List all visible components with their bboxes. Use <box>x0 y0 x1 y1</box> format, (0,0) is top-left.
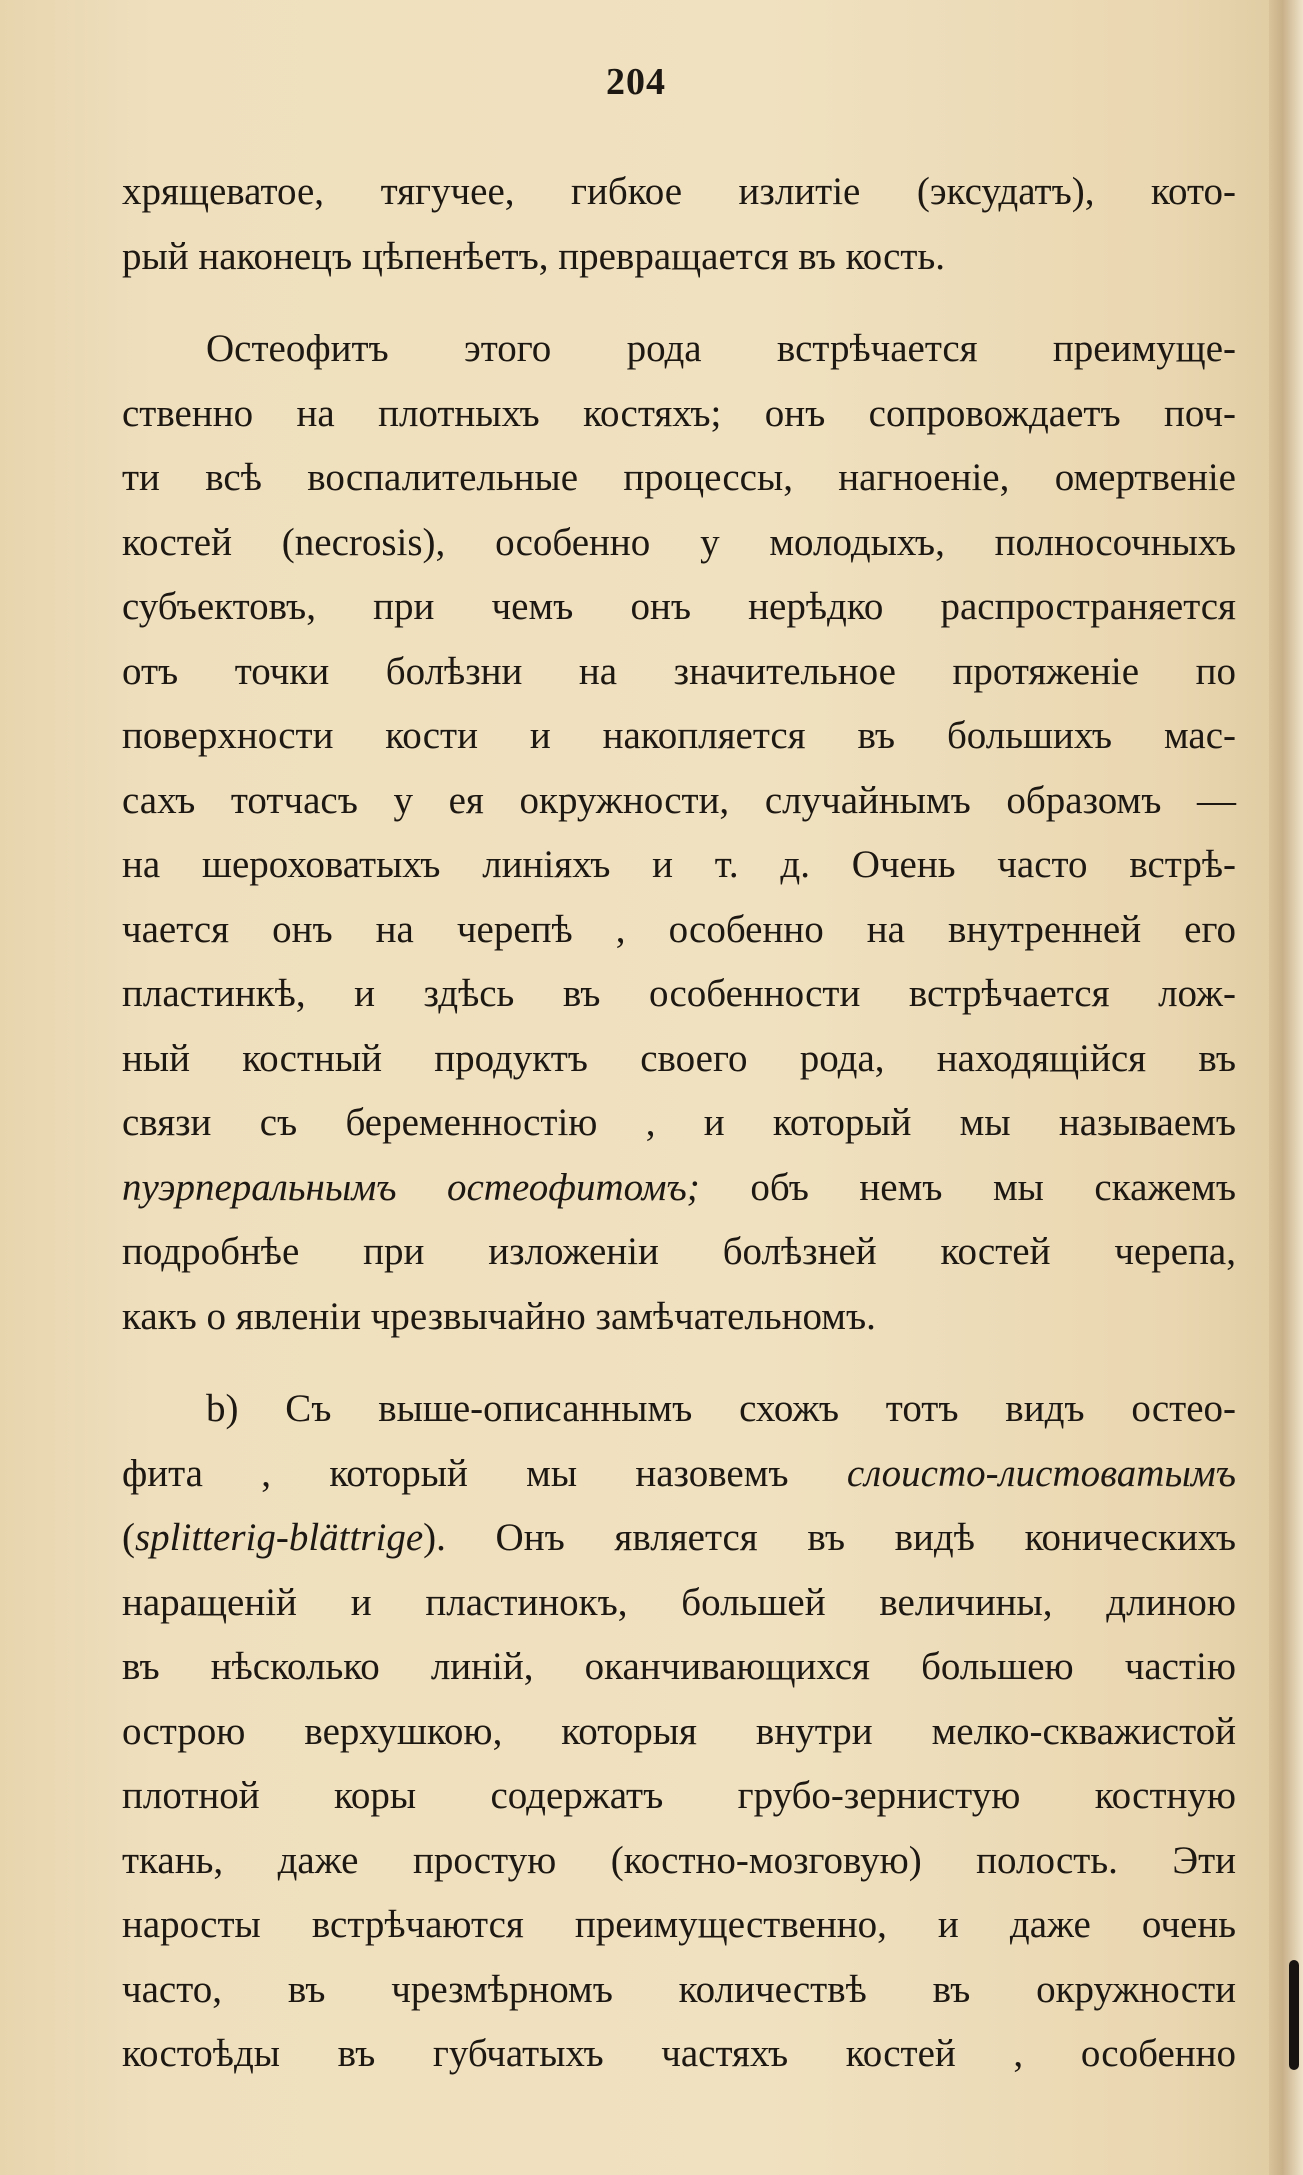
text-line: наросты встрѣчаются преимущественно, и даже очень <box>122 1903 1236 1946</box>
text-run: фита , который мы назовемъ <box>122 1451 847 1495</box>
text-line: плотной коры содержатъ грубо-зернистую костную <box>122 1774 1236 1817</box>
text-line: подробнѣе при изложеніи болѣзней костей черепа, <box>122 1230 1236 1273</box>
text-line: въ нѣсколько линій, оканчивающихся большею частію <box>122 1645 1236 1688</box>
italic-term: пуэрперальнымъ остеофитомъ; <box>122 1165 700 1209</box>
text-line: часто, въ чрезмѣрномъ количествѣ въ окружности <box>122 1967 1236 2011</box>
text-line: костоѣды въ губчатыхъ частяхъ костей , особенно <box>122 2032 1236 2075</box>
paragraph-1 <box>122 160 1236 289</box>
text-line <box>122 1442 1236 1507</box>
text-line: чается онъ на черепѣ , особенно на внутренней его <box>122 907 1236 951</box>
page-edge-shadow <box>1289 1960 1299 2070</box>
text-line: пластинкѣ, и здѣсь въ особенности встрѣчается лож- <box>122 972 1236 1015</box>
text-line: какъ о явленіи чрезвычайно замѣчательномъ. <box>122 1294 876 1338</box>
text-line: поверхности кости и накопляется въ большихъ мас- <box>122 714 1236 757</box>
text-line: костей (necrosis), особенно у молодыхъ, полносочныхъ <box>122 520 1236 564</box>
text-line: ный костный продуктъ своего рода, находящійся въ <box>122 1036 1236 1080</box>
text-line: ткань, даже простую (костно-мозговую) полость. Эти <box>122 1838 1236 1882</box>
text-line: отъ точки болѣзни на значительное протяженіе по <box>122 649 1236 693</box>
paragraph-2 <box>122 317 1236 1349</box>
text-run: объ немъ мы скажемъ <box>699 1165 1236 1209</box>
page-number: 204 <box>606 61 666 103</box>
text-line: ственно на плотныхъ костяхъ; онъ сопровождаетъ поч- <box>122 391 1236 435</box>
italic-term: слоисто-листоватымъ <box>846 1451 1236 1495</box>
text-line: на шероховатыхъ линіяхъ и т. д. Очень часто встрѣ- <box>122 843 1236 886</box>
text-run: ( <box>122 1516 135 1559</box>
text-line <box>122 1156 1236 1221</box>
italic-term: splitterig-blättrige <box>135 1516 424 1559</box>
text-run: ). Онъ является въ видѣ коническихъ <box>423 1516 1236 1559</box>
text-line: b) Съ выше-описаннымъ схожъ тотъ видъ остео- <box>206 1387 1236 1430</box>
text-line <box>122 1506 1236 1571</box>
text-line: острою верхушкою, которыя внутри мелко-скважистой <box>122 1709 1236 1753</box>
text-line: сахъ тотчасъ у ея окружности, случайнымъ образомъ — <box>122 778 1236 822</box>
text-line: связи съ беременностію , и который мы называемъ <box>122 1101 1236 1144</box>
text-line: субъектовъ, при чемъ онъ нерѣдко распространяется <box>122 585 1236 628</box>
text-line: наращеній и пластинокъ, большей величины, длиною <box>122 1580 1236 1624</box>
text-line: Остеофитъ этого рода встрѣчается преимуще- <box>206 327 1236 370</box>
page-edge <box>1269 0 1303 2175</box>
text-line: хрящеватое, тягучее, гибкое излитіе (эксудатъ), кото- <box>122 170 1236 213</box>
text-line: рый наконецъ цѣпенѣетъ, превращается въ кость. <box>122 234 945 278</box>
body-text <box>122 160 1236 2087</box>
text-line: ти всѣ воспалительные процессы, нагноеніе, омертвеніе <box>122 456 1236 499</box>
paragraph-3 <box>122 1377 1236 2087</box>
